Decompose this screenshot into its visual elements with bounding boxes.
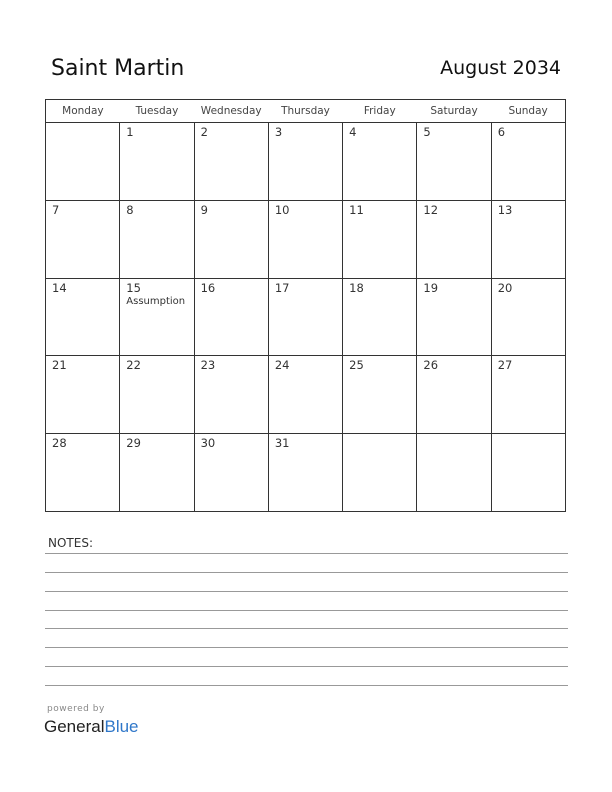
calendar-day-cell[interactable] [491,278,565,356]
day-number: 11 [349,202,364,217]
calendar-day-cell[interactable] [194,123,268,201]
day-number: 17 [274,280,290,295]
weekday-header-row [46,100,566,123]
calendar-day-cell[interactable] [491,356,565,434]
weekday-label: Saturday [417,100,491,123]
calendar-week-row [46,123,566,201]
calendar-day-cell[interactable] [46,200,120,278]
calendar-day-cell[interactable] [268,123,342,201]
calendar-week-row [46,278,566,356]
day-number: 19 [423,280,439,295]
calendar-day-cell[interactable] [343,434,417,512]
day-number: 9 [200,202,208,217]
calendar-day-cell[interactable] [46,356,120,434]
weekday-label: Sunday [491,100,565,123]
calendar-day-cell[interactable] [343,278,417,356]
day-number: 29 [126,436,141,451]
day-number: 10 [274,202,290,217]
day-number: 13 [497,202,513,217]
notes-line [45,647,568,648]
calendar-day-cell[interactable] [343,200,417,278]
calendar-day-cell[interactable] [268,278,342,356]
calendar-day-cell[interactable] [120,200,194,278]
calendar-day-cell[interactable] [268,434,342,512]
calendar-day-cell[interactable] [46,434,120,512]
day-number: 31 [274,436,290,451]
holiday-label: Assumption [126,295,186,307]
weekday-label: Monday [46,100,120,123]
day-number: 6 [497,125,506,139]
calendar-week-row [46,434,566,512]
day-number: 7 [52,202,60,217]
notes-line [45,666,568,667]
calendar-day-cell[interactable] [343,123,417,201]
calendar-day-cell[interactable] [417,278,491,356]
calendar-day-cell[interactable] [46,278,120,356]
calendar-day-cell[interactable] [194,278,268,356]
day-number: 26 [423,358,439,373]
notes-line [45,628,568,629]
day-number: 8 [126,202,134,217]
calendar-day-cell[interactable] [268,200,342,278]
calendar-day-cell[interactable] [120,434,194,512]
calendar-day-cell[interactable] [194,434,268,512]
notes-label: NOTES: [48,536,93,550]
day-number: 4 [349,125,357,139]
day-number: 21 [52,358,67,373]
weekday-label: Tuesday [120,100,194,123]
weekday-label: Thursday [268,100,342,123]
day-number: 2 [200,125,208,139]
powered-by-text: powered by [47,704,105,714]
day-number: 27 [497,358,513,373]
month-title: August 2034 [440,57,561,79]
calendar-week-row [46,200,566,278]
day-number: 15 [126,280,141,295]
calendar-day-cell[interactable] [120,123,194,201]
calendar-day-cell[interactable] [268,356,342,434]
calendar-day-cell[interactable] [491,123,565,201]
calendar-day-cell[interactable] [120,356,194,434]
calendar-day-cell[interactable] [46,123,120,201]
day-number: 12 [423,202,439,217]
calendar-day-cell[interactable] [194,200,268,278]
day-number: 1 [126,125,134,139]
notes-line [45,591,568,592]
weekday-label: Wednesday [194,100,268,123]
day-number: 24 [274,358,290,373]
notes-line [45,610,568,611]
day-number: 30 [200,436,216,451]
day-number: 23 [200,358,216,373]
day-number: 14 [52,280,67,295]
calendar-week-row [46,356,566,434]
calendar-day-cell[interactable] [120,278,194,356]
day-number: 20 [497,280,513,295]
day-number: 28 [52,436,67,451]
calendar-day-cell[interactable] [417,356,491,434]
day-number: 22 [126,358,141,373]
calendar-day-cell[interactable] [491,434,565,512]
brand-logo[interactable] [44,717,139,737]
page-title: Saint Martin [51,56,185,81]
calendar-day-cell[interactable] [194,356,268,434]
day-number: 25 [349,358,364,373]
day-number: 16 [200,280,216,295]
notes-line [45,572,568,573]
weekday-label: Friday [343,100,417,123]
day-number: 18 [349,280,364,295]
day-number: 5 [423,125,431,139]
notes-line [45,685,568,686]
day-number: 3 [274,125,283,139]
calendar-day-cell[interactable] [491,200,565,278]
calendar-day-cell[interactable] [343,356,417,434]
calendar-grid [45,99,566,512]
notes-line [45,553,568,554]
brand-text-blue: Blue [104,717,139,736]
calendar-day-cell[interactable] [417,434,491,512]
calendar-day-cell[interactable] [417,123,491,201]
calendar-day-cell[interactable] [417,200,491,278]
brand-text-general: General [44,717,105,736]
